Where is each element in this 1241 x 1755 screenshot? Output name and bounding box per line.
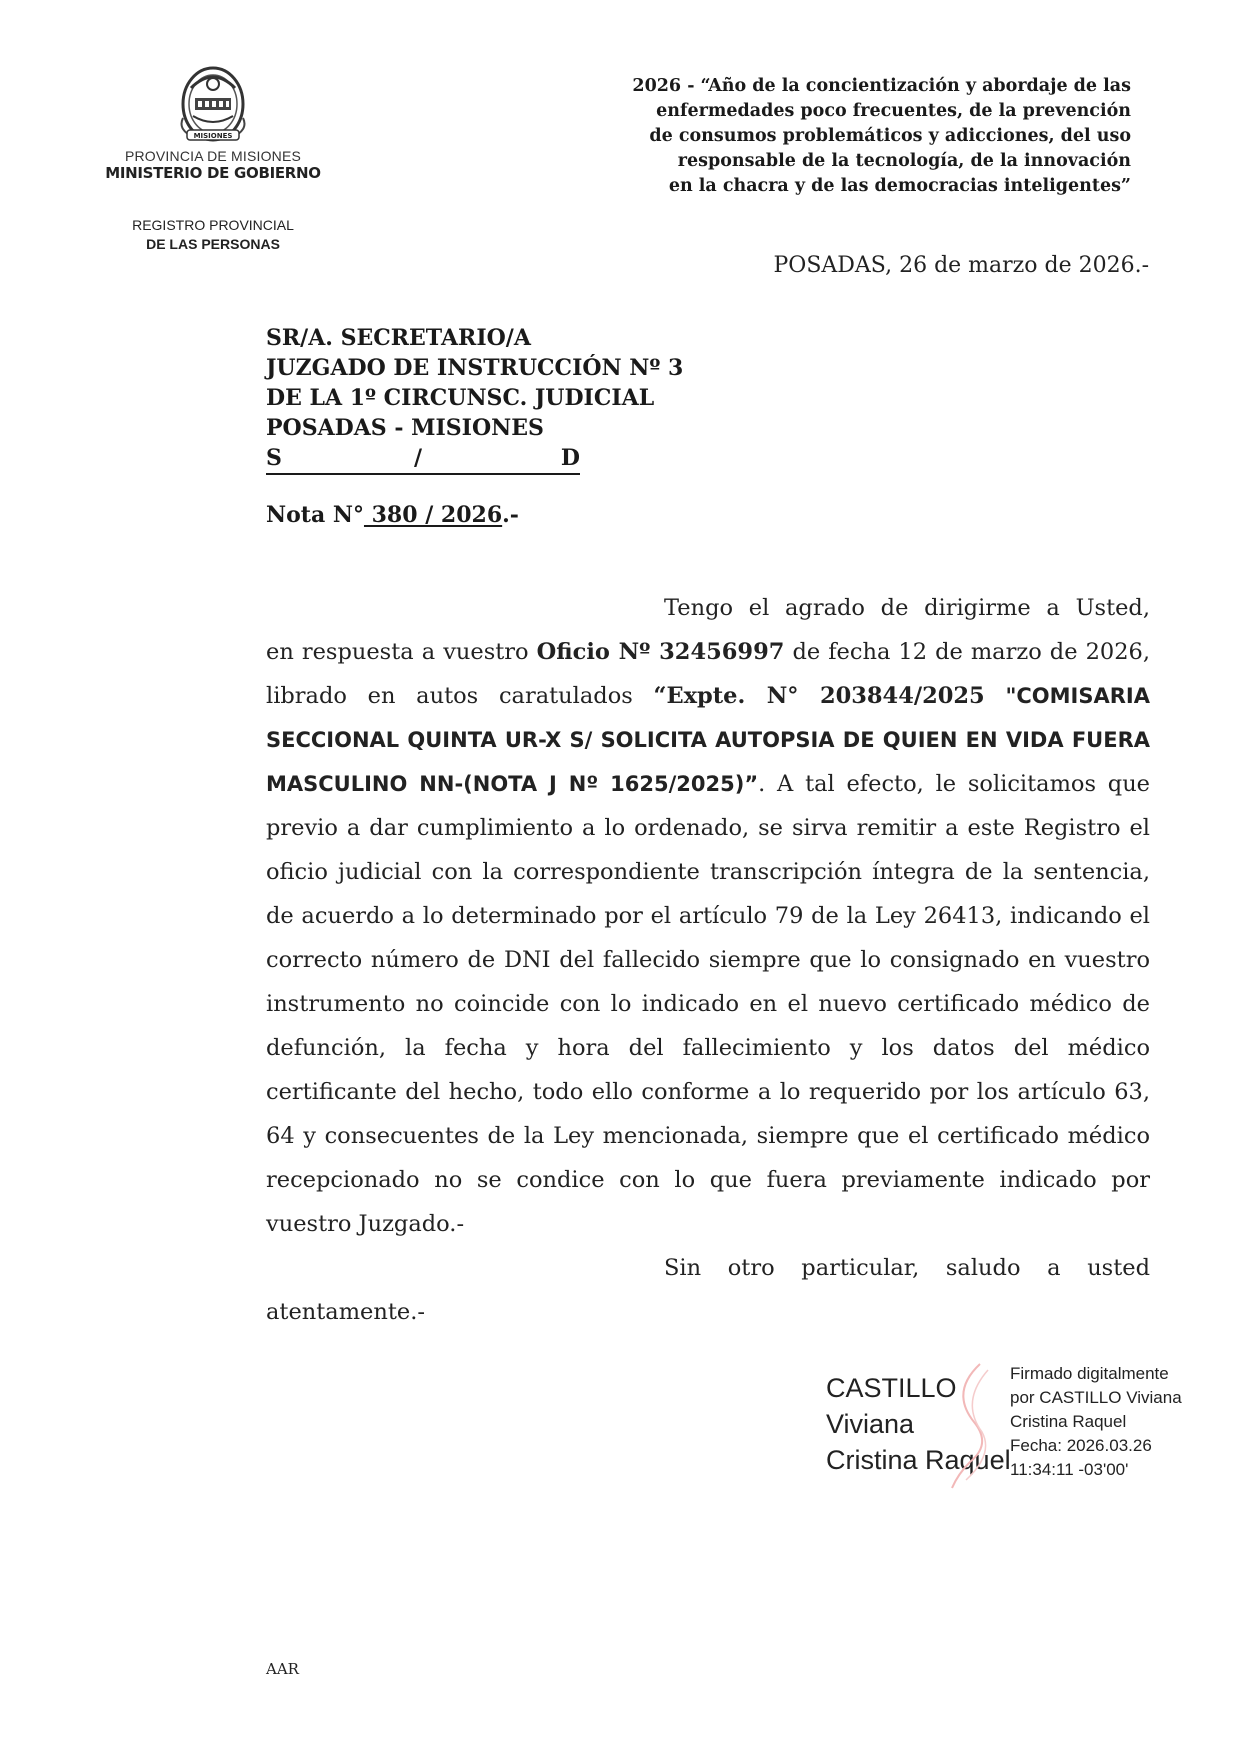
- note-value: 380 / 2026: [363, 502, 503, 528]
- registry-line2: DE LAS PERSONAS: [146, 236, 280, 252]
- ministry-label: MINISTERIO DE GOBIERNO: [105, 164, 321, 182]
- note-number: [266, 500, 519, 530]
- document-date: POSADAS, 26 de marzo de 2026.-: [773, 253, 1149, 278]
- expediente-reference: “Expte. N° 203844/2025: [653, 683, 985, 709]
- signer-name: CASTILLO Viviana Cristina Raquel: [826, 1373, 1011, 1475]
- addressee-line: JUZGADO DE INSTRUCCIÓN Nº 3: [266, 355, 684, 381]
- motto-line: 2026 - “Año de la concientización y abordaje de las: [632, 76, 1131, 96]
- registry-label: [88, 216, 338, 254]
- year-motto: [491, 74, 1131, 199]
- digital-signature-mark-icon: [930, 1362, 1010, 1492]
- motto-line: de consumos problemáticos y adicciones, del uso: [649, 126, 1131, 146]
- addressee-line: POSADAS - MISIONES: [266, 415, 544, 441]
- sd-slash: /: [414, 445, 423, 471]
- oficio-reference: Oficio Nº 32456997: [536, 639, 785, 665]
- body-paragraph: en respuesta a vuestro Oficio Nº 32456997 de fecha 12 de marzo de 2026, librado en autos caratulados “Expte. N° 203844/2025 "COMISARIA SECCIONAL QUINTA UR-X S/ SOLICITA AUTOPSIA DE QUIEN EN VIDA FUERA MASCULINO NN-(NOTA J Nº 1625/2025)”. A tal efecto, le solicitamos que previo a dar cumplimiento a lo ordenado, se sirva remitir a este Registro el oficio judicial con la correspondiente transcripción íntegra de la sentencia, de acuerdo a lo determinado por el artículo 79 de la Ley 26413, indicando el correcto número de DNI del fallecido siempre que lo consignado en vuestro instrumento no coincide con lo indicado en el nuevo certificado médico de defunción, la fecha y hora del fallecimiento y los datos del médico certificante del hecho, todo ello conforme a lo requerido por los artículo 63, 64 y consecuentes de la Ley mencionada, siempre que el certificado médico recepcionado no se condice con lo que fuera previamente indicado por vuestro Juzgado.-: [266, 639, 1150, 1237]
- provincial-crest-icon: [169, 58, 257, 146]
- case-title: "COMISARIA SECCIONAL QUINTA UR-X S/ SOLICITA AUTOPSIA DE QUIEN EN VIDA FUERA MASCULINO NN-(NOTA J Nº 1625/2025)”: [266, 684, 1150, 796]
- ministry-logo: [88, 58, 338, 182]
- motto-line: responsable de la tecnología, de la innovación: [677, 151, 1131, 171]
- signature-details: Firmado digitalmente por CASTILLO Viviana Cristina Raquel Fecha: 2026.03.26 11:34:11 -03'00': [1010, 1364, 1182, 1479]
- motto-line: enfermedades poco frecuentes, de la prevención: [656, 101, 1131, 121]
- sd-d: D: [560, 445, 580, 471]
- registry-line1: REGISTRO PROVINCIAL: [132, 217, 294, 233]
- note-label: Nota N°: [266, 502, 364, 528]
- note-suffix: .-: [502, 502, 519, 528]
- addressee-line: DE LA 1º CIRCUNSC. JUDICIAL: [266, 385, 655, 411]
- province-label: PROVINCIA DE MISIONES: [124, 148, 302, 164]
- svg-text:MISIONES: MISIONES: [193, 132, 233, 140]
- typist-initials: AAR: [266, 1660, 299, 1678]
- closing-paragraph: Sin otro particular, saludo a usted atentamente.-: [266, 1255, 1150, 1325]
- addressee-line: SR/A. SECRETARIO/A: [266, 325, 531, 351]
- body-intro: Tengo el agrado de dirigirme a Usted,: [664, 595, 1150, 621]
- sd-line: [266, 443, 580, 475]
- letter-body: [266, 586, 1150, 1334]
- addressee-block: [266, 323, 683, 443]
- sd-s: S: [266, 445, 282, 471]
- motto-line: en la chacra y de las democracias inteligentes”: [668, 176, 1131, 196]
